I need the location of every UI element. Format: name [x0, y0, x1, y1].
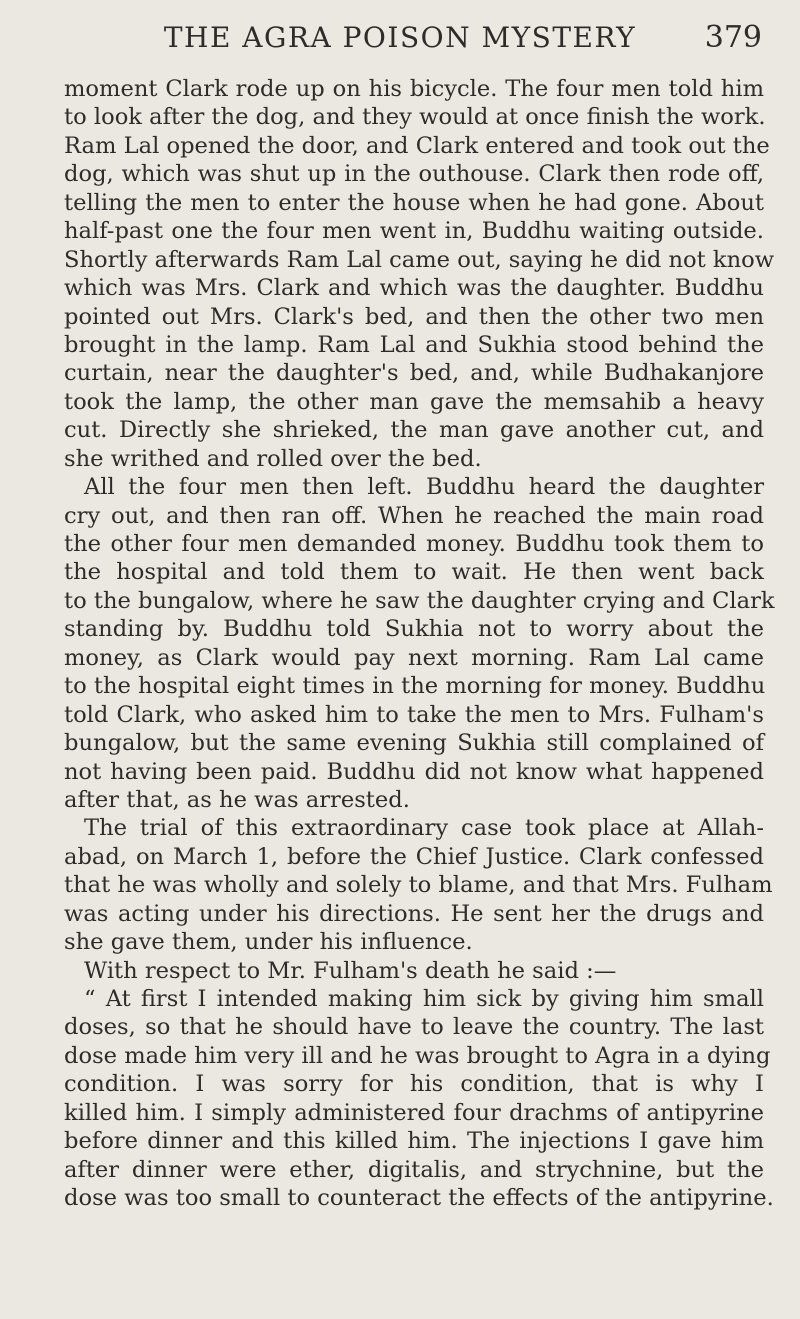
text-line: to the bungalow, where he saw the daughter crying and Clark — [64, 587, 775, 614]
text-line: after that, as he was arrested. — [64, 786, 410, 813]
page-header — [0, 18, 800, 58]
page-number: 379 — [704, 20, 762, 55]
text-line: which was Mrs. Clark and which was the daughter. Buddhu — [64, 275, 764, 302]
text-line: pointed out Mrs. Clark's bed, and then the other two men — [64, 303, 764, 330]
text-line: the other four men demanded money. Buddhu took them to — [64, 531, 764, 557]
text-line: told Clark, who asked him to take the men to Mrs. Fulham's — [64, 701, 764, 728]
text-line: before dinner and this killed him. The injections I gave him — [64, 1128, 764, 1155]
text-line: brought in the lamp. Ram Lal and Sukhia stood behind the — [64, 331, 764, 358]
text-line: took the lamp, the other man gave the memsahib a heavy — [64, 388, 764, 415]
text-line: standing by. Buddhu told Sukhia not to worry about the — [64, 616, 764, 643]
text-line: money, as Clark would pay next morning. Ram Lal came — [64, 644, 764, 671]
text-line: “ At first I intended making him sick by giving him small — [84, 986, 764, 1012]
text-line: moment Clark rode up on his bicycle. The four men told him — [64, 76, 764, 102]
text-line: curtain, near the daughter's bed, and, while Budhakanjore — [64, 360, 764, 387]
text-line: Shortly afterwards Ram Lal came out, saying he did not know — [64, 246, 775, 273]
text-line: after dinner were ether, digitalis, and strychnine, but the — [64, 1156, 764, 1183]
text-line: killed him. I simply administered four drachms of antipyrine — [64, 1099, 764, 1126]
text-line: telling the men to enter the house when he had gone. About — [64, 189, 764, 216]
text-line: Ram Lal opened the door, and Clark entered and took out the — [64, 132, 770, 159]
text-line: she gave them, under his influence. — [64, 929, 473, 956]
text-line: cut. Directly she shrieked, the man gave another cut, and — [64, 417, 764, 444]
text-line: to the hospital eight times in the morning for money. Buddhu — [64, 673, 766, 700]
body-text — [64, 75, 775, 1213]
text-line: With respect to Mr. Fulham's death he said :— — [84, 957, 617, 984]
text-line: she writhed and rolled over the bed. — [64, 445, 482, 472]
text-line: condition. I was sorry for his condition, that is why I — [64, 1071, 764, 1098]
text-line: dose was too small to counteract the effects of the antipyrine. — [64, 1185, 774, 1212]
running-title: THE AGRA POISON MYSTERY — [163, 21, 637, 54]
text-line: half-past one the four men went in, Buddhu waiting outside. — [64, 218, 764, 245]
text-line: cry out, and then ran off. When he reached the main road — [64, 502, 764, 529]
text-line: abad, on March 1, before the Chief Justice. Clark confessed — [64, 843, 764, 870]
text-line: dose made him very ill and he was brought to Agra in a dying — [64, 1042, 771, 1069]
text-line: that he was wholly and solely to blame, and that Mrs. Fulham — [64, 872, 773, 899]
text-line: the hospital and told them to wait. He then went back — [64, 559, 764, 586]
text-line: doses, so that he should have to leave the country. The last — [64, 1014, 764, 1041]
text-line: The trial of this extraordinary case took place at Allah- — [84, 815, 764, 842]
text-line: All the four men then left. Buddhu heard the daughter — [84, 474, 764, 501]
text-line: dog, which was shut up in the outhouse. Clark then rode off, — [64, 161, 764, 188]
text-line: bungalow, but the same evening Sukhia still complained of — [64, 730, 764, 757]
text-line: to look after the dog, and they would at once finish the work. — [64, 104, 766, 131]
text-line: was acting under his directions. He sent her the drugs and — [64, 900, 764, 927]
text-line: not having been paid. Buddhu did not know what happened — [64, 758, 764, 785]
